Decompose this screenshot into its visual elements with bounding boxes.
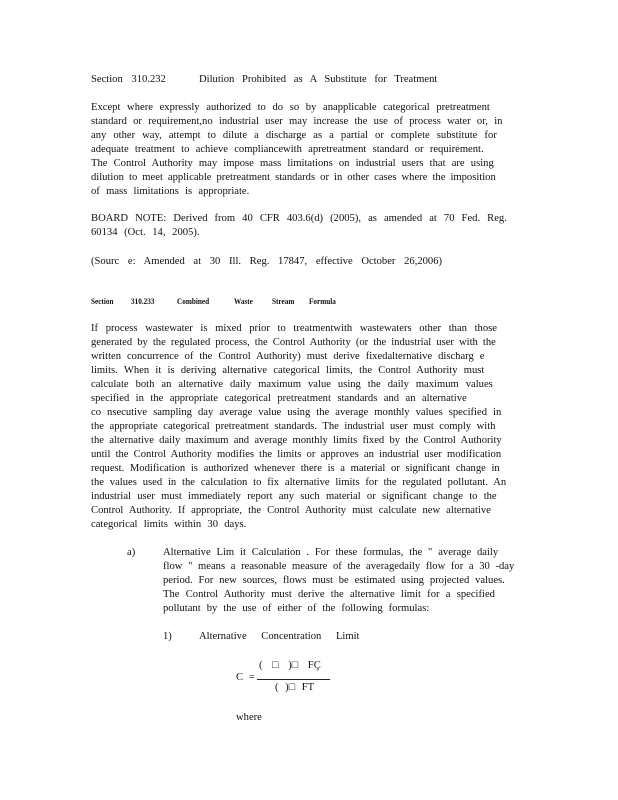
item-a-line: Alternative Lim it Calculation . For these formulas, the " average daily (163, 547, 499, 558)
item-a-line: period. For new sources, flows must be estimated using projected values. (163, 575, 505, 586)
body-line: adequate treatment to achieve compliancewith apretreatment standard or requirement. (91, 144, 484, 155)
body-line: the alternative daily maximum and average monthly limits fixed by the Control Authority (91, 435, 502, 446)
fraction-bar (257, 679, 330, 680)
body-line: written concurrence of the Control Authority) must derive fixedalternative discharg e (91, 351, 485, 362)
body-line: co nsecutive sampling day average value using the average monthly values specified in (91, 407, 502, 418)
section-233-title-word: Formula (309, 296, 336, 306)
section-233-number: Section (91, 296, 114, 306)
item-a-line: flow " means a reasonable measure of the averagedaily flow for a 30 -day (163, 561, 515, 572)
body-line: Except where expressly authorized to do so by anapplicable categorical pretreatment (91, 102, 490, 113)
body-line: generated by the regulated process, the Control Authority (or the industrial user with the (91, 337, 496, 348)
section-232-body (91, 101, 521, 199)
body-line: Control Authority. If appropriate, the Control Authority must calculate new alternative (91, 505, 491, 516)
body-line: calculate both an alternative daily maximum value using the daily maximum values (91, 379, 493, 390)
board-note-line: 60134 (Oct. 14, 2005). (91, 227, 200, 238)
section-233-body (91, 322, 521, 532)
item-1-title: Alternative Concentration Limit (199, 631, 360, 642)
body-line: request. Modification is authorized whenever there is a material or significant change in (91, 463, 500, 474)
item-a-label: a) (127, 547, 136, 558)
body-line: specified in the appropriate categorical pretreatment standards and an alternative (91, 393, 467, 404)
body-line: dilution to meet applicable pretreatment standards or in other cases where the imposition (91, 172, 496, 183)
body-line: standard or requirement,no industrial user may increase the use of process water or, in (91, 116, 503, 127)
board-note (91, 212, 521, 240)
source-note: (Sourc e: Amended at 30 Ill. Reg. 17847, effective October 26,2006) (91, 256, 443, 267)
body-line: any other way, attempt to dilute a discharge as a partial or complete substitute for (91, 130, 497, 141)
body-line: until the Control Authority modifies the limits or approves an industrial user modification (91, 449, 502, 460)
item-a-body (163, 546, 523, 616)
body-line: categorical limits within 30 days. (91, 519, 247, 530)
formula-numerator: ( □ )□ FÇ (259, 660, 321, 671)
body-line: The Control Authority may impose mass limitations on industrial users that are using (91, 158, 494, 169)
section-233-title-word: Waste (234, 296, 253, 306)
formula-lhs: C = (236, 672, 255, 683)
section-232-number: Section 310.232 (91, 74, 166, 85)
section-232-title: Dilution Prohibited as A Substitute for Treatment (199, 74, 438, 85)
body-line: the appropriate categorical pretreatment standards. The industrial user must comply with (91, 421, 496, 432)
body-line: of mass limitations is appropriate. (91, 186, 250, 197)
body-line: industrial user must immediately report any such material or significant change to the (91, 491, 497, 502)
formula-where: where (236, 712, 262, 723)
board-note-line: BOARD NOTE: Derived from 40 CFR 403.6(d) (2005), as amended at 70 Fed. Reg. (91, 213, 507, 224)
section-233-title-word: Combined (177, 296, 210, 306)
section-233-title-word: Stream (272, 296, 295, 306)
section-233-num: 310.233 (131, 296, 155, 306)
item-a-line: The Control Authority must derive the alternative limit for a specified (163, 589, 495, 600)
item-a-line: pollutant by the use of either of the following formulas: (163, 603, 430, 614)
item-1-label: 1) (163, 631, 172, 642)
body-line: limits. When it is deriving alternative categorical limits, the Control Authority must (91, 365, 485, 376)
formula-denominator: ( )□ FT (275, 682, 315, 693)
body-line: the values used in the calculation to fix alternative limits for the regulated pollutant. An (91, 477, 507, 488)
body-line: If process wastewater is mixed prior to treatmentwith wastewaters other than those (91, 323, 497, 334)
